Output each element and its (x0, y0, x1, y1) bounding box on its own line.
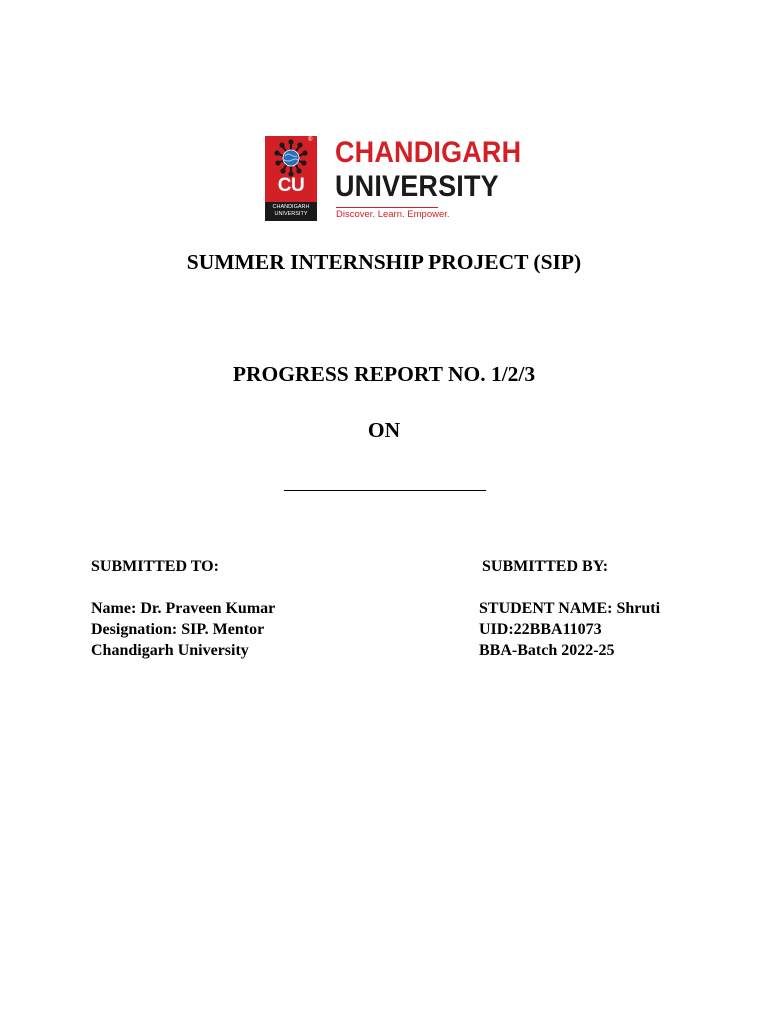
mentor-designation: Designation: SIP. Mentor (91, 621, 265, 638)
report-title: PROGRESS REPORT NO. 1/2/3 (232, 362, 536, 386)
emblem-subtext (265, 202, 317, 221)
project-title: SUMMER INTERNSHIP PROJECT (SIP) (186, 250, 582, 274)
student-batch: BBA-Batch 2022-25 (479, 642, 615, 659)
university-logo (265, 136, 522, 222)
submitted-to-block (91, 556, 275, 661)
logo-wordmark-line2: UNIVERSITY (335, 170, 499, 203)
submitted-by-heading: SUBMITTED BY: (482, 558, 609, 575)
student-name: STUDENT NAME: Shruti (479, 600, 661, 617)
emblem-cu-text: CU (277, 175, 305, 196)
mentor-name: Name: Dr. Praveen Kumar (91, 600, 276, 617)
on-label: ON (367, 418, 401, 442)
logo-emblem (265, 136, 317, 221)
emblem-subtext-line2: UNIVERSITY (274, 211, 308, 217)
topic-blank-line (284, 490, 486, 491)
logo-wordmark-line1: CHANDIGARH (335, 136, 522, 169)
logo-divider (336, 207, 438, 208)
student-uid: UID:22BBA11073 (479, 621, 602, 638)
logo-tagline: Discover. Learn. Empower. (336, 209, 450, 220)
registered-mark: ® (308, 137, 313, 143)
submitted-to-heading: SUBMITTED TO: (91, 558, 219, 575)
emblem-subtext-line1: CHANDIGARH (272, 204, 310, 210)
submitted-by-block (479, 556, 660, 661)
mentor-institution: Chandigarh University (91, 642, 249, 659)
globe-people-ring-icon (269, 138, 313, 178)
